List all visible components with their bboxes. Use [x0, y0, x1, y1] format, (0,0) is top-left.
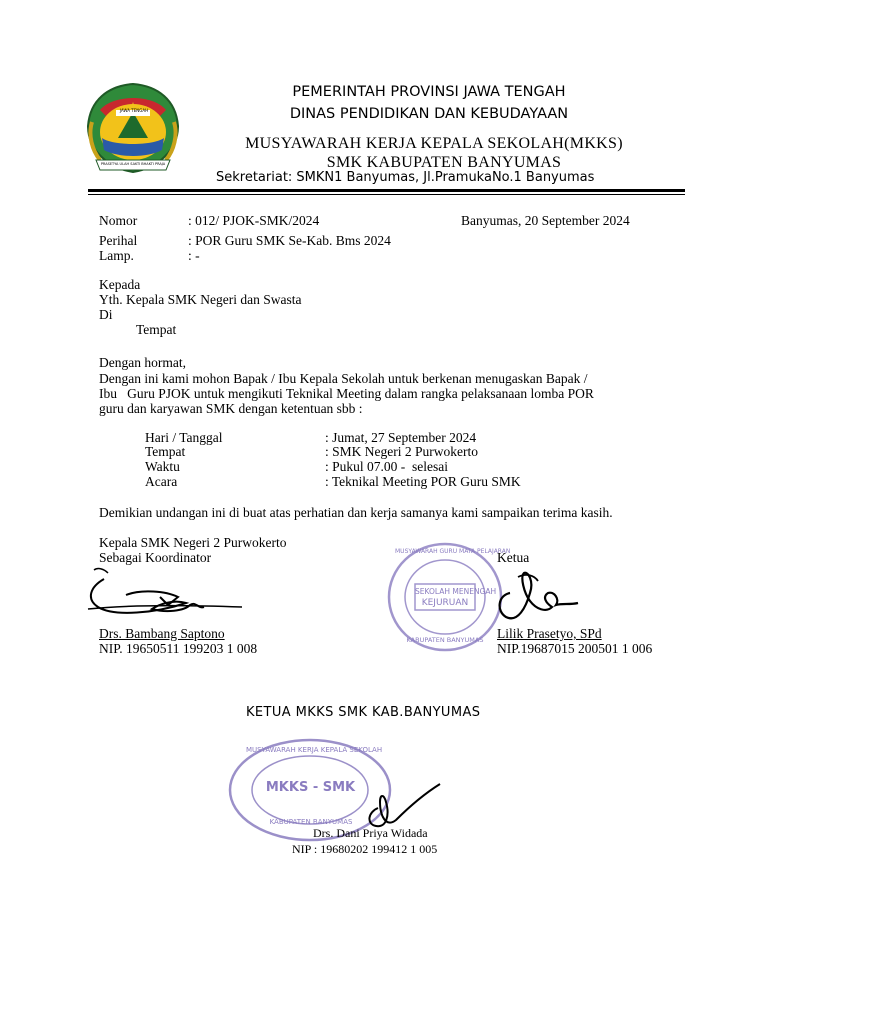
header-divider-thin [88, 194, 685, 195]
place-date: Banyumas, 20 September 2024 [461, 213, 630, 228]
bottom-name: Drs. Dani Priya Widada [313, 826, 428, 840]
kepada: Kepada [99, 277, 141, 292]
closing: Demikian undangan ini di buat atas perhatian dan kerja samanya kami sampaikan terima kasih. [99, 505, 613, 520]
logo-bottom-text: PRASETYA ULAH SAKTI BHAKTI PRAJA [100, 162, 166, 166]
left-title-1: Kepala SMK Negeri 2 Purwokerto [99, 535, 287, 550]
lamp-value: : - [188, 248, 200, 263]
detail-label-3: Acara [145, 474, 178, 489]
header-line-3: MUSYAWARAH KERJA KEPALA SEKOLAH(MKKS) [245, 135, 623, 152]
header-line-1: PEMERINTAH PROVINSI JAWA TENGAH [292, 84, 566, 100]
stamp1-bottom-text: KABUPATEN BANYUMAS [406, 636, 484, 644]
body-line-2: Ibu Guru PJOK untuk mengikuti Teknikal Meeting dalam rangka pelaksanaan lomba POR [99, 386, 594, 401]
detail-value-2: : Pukul 07.00 - selesai [325, 459, 448, 474]
right-title: Ketua [497, 550, 530, 565]
left-signature [86, 565, 246, 630]
perihal-label: Perihal [99, 233, 138, 248]
header-line-4: SMK KABUPATEN BANYUMAS [326, 154, 562, 171]
left-title-2: Sebagai Koordinator [99, 550, 212, 565]
stamp1-mid-text-1: SEKOLAH MENENGAH [415, 587, 497, 596]
left-nip: NIP. 19650511 199203 1 008 [99, 641, 258, 656]
bottom-nip: NIP : 19680202 199412 1 005 [292, 842, 438, 856]
logo-top-text: JAWA TENGAH [119, 108, 149, 113]
nomor-value: : 012/ PJOK-SMK/2024 [188, 213, 320, 228]
lamp-label: Lamp. [99, 248, 134, 263]
header-line-5: Sekretariat: SMKN1 Banyumas, Jl.PramukaNo.1 Banyumas [216, 170, 595, 185]
detail-label-2: Waktu [145, 459, 180, 474]
right-signature [490, 563, 590, 628]
recipient: Yth. Kepala SMK Negeri dan Swasta [99, 292, 302, 307]
right-nip: NIP.19687015 200501 1 006 [497, 641, 653, 656]
tempat: Tempat [136, 322, 177, 337]
detail-label-1: Tempat [145, 444, 186, 459]
detail-value-0: : Jumat, 27 September 2024 [325, 430, 477, 445]
right-name: Lilik Prasetyo, SPd [497, 626, 602, 641]
bottom-title: KETUA MKKS SMK KAB.BANYUMAS [246, 705, 481, 720]
body-line-1: Dengan ini kami mohon Bapak / Ibu Kepala Sekolah untuk berkenan menugaskan Bapak / [99, 371, 588, 386]
stamp2-top-text: MUSYAWARAH KERJA KEPALA SEKOLAH [246, 746, 383, 754]
mgmp-stamp [385, 540, 511, 655]
stamp1-mid-text-2: KEJURUAN [421, 598, 469, 608]
di: Di [99, 307, 113, 322]
stamp2-mid-text: MKKS - SMK [265, 780, 356, 795]
nomor-label: Nomor [99, 213, 138, 228]
detail-value-1: : SMK Negeri 2 Purwokerto [325, 444, 478, 459]
body-line-3: guru dan karyawan SMK dengan ketentuan sbb : [99, 401, 363, 416]
header-divider-thick [88, 189, 685, 192]
perihal-value: : POR Guru SMK Se-Kab. Bms 2024 [188, 233, 391, 248]
stamp2-bottom-text: KABUPATEN BANYUMAS [269, 818, 353, 826]
detail-label-0: Hari / Tanggal [145, 430, 223, 445]
stamp1-top-text: MUSYAWARAH GURU MATA PELAJARAN [395, 548, 511, 555]
left-name: Drs. Bambang Saptono [99, 626, 225, 641]
greeting: Dengan hormat, [99, 355, 186, 370]
detail-value-3: : Teknikal Meeting POR Guru SMK [325, 474, 521, 489]
header-line-2: DINAS PENDIDIKAN DAN KEBUDAYAAN [289, 106, 569, 122]
